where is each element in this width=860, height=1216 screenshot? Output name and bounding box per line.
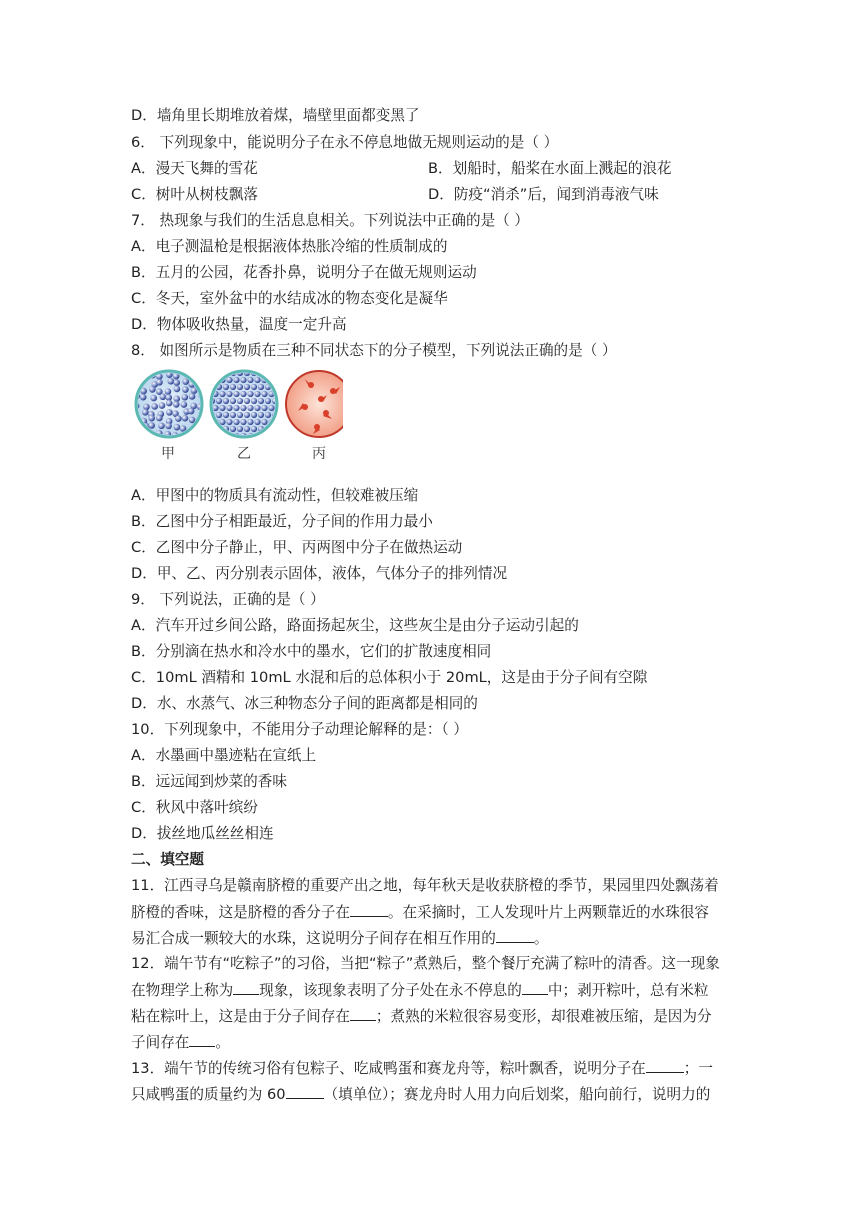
molecule-ball — [223, 412, 229, 418]
molecule-ball — [265, 370, 271, 376]
molecule-ball — [244, 398, 250, 404]
molecule-ball — [226, 405, 232, 411]
molecule-ball — [135, 432, 142, 439]
q12-text: 。 — [215, 1034, 230, 1051]
label-yi: 乙 — [237, 446, 251, 462]
molecule-ball — [148, 415, 155, 422]
q12-line-3 — [131, 1006, 712, 1027]
molecule-ball — [226, 419, 232, 425]
molecule-ball — [160, 393, 167, 400]
molecule-ball — [258, 384, 264, 390]
q8-option-b: B．乙图中分子相距最近，分子间的作用力最小 — [131, 513, 433, 530]
q11-text: 。在采摘时，工人发现叶片上两颗靠近的水珠很容 — [387, 904, 709, 921]
molecule-ball — [233, 405, 239, 411]
q12-text: 在物理学上称为 — [131, 982, 234, 999]
q13-blank-1[interactable] — [646, 1058, 684, 1073]
molecule-ball — [233, 419, 239, 425]
q12-line-4 — [131, 1032, 230, 1053]
q13-text: ；一 — [683, 1060, 713, 1077]
molecule-ball — [261, 405, 267, 411]
molecule-ball — [156, 379, 163, 386]
molecule-ball — [190, 371, 197, 378]
molecule-ball — [190, 433, 197, 439]
molecule-ball — [272, 370, 278, 376]
molecule-ball — [251, 384, 257, 390]
molecule-ball — [173, 401, 180, 408]
molecule-ball — [216, 370, 222, 376]
q8-option-d: D．甲、乙、丙分别表示固体，液体，气体分子的排列情况 — [131, 565, 508, 582]
q9-stem: 9． 下列说法，正确的是（ ） — [131, 591, 325, 608]
molecule-ball — [134, 379, 141, 386]
q12-blank-4[interactable] — [189, 1032, 215, 1047]
molecule-ball — [158, 423, 165, 430]
molecule-ball — [233, 377, 239, 383]
molecule-ball — [219, 391, 225, 397]
q7-option-a: A．电子测温枪是根据液体热胀冷缩的性质制成的 — [131, 238, 448, 255]
molecule-model-svg — [133, 369, 343, 439]
molecule-ball — [275, 433, 281, 439]
molecule-ball — [197, 378, 204, 385]
molecule-ball — [140, 394, 147, 401]
molecule-ball — [240, 391, 246, 397]
molecule-ball — [230, 384, 236, 390]
molecule-ball — [175, 415, 182, 422]
molecule-ball — [244, 426, 250, 432]
q10-option-c: C．秋风中落叶缤纷 — [131, 799, 258, 816]
molecule-ball — [272, 426, 278, 432]
q11-blank-1[interactable] — [350, 902, 388, 917]
q9-option-a: A．汽车开过乡间公路，路面扬起灰尘，这些灰尘是由分子运动引起的 — [131, 617, 579, 634]
q8-option-c: C．乙图中分子静止，甲、丙两图中分子在做热运动 — [131, 539, 463, 556]
molecule-ball — [142, 409, 149, 416]
molecule-ball — [237, 398, 243, 404]
molecule-ball — [149, 386, 156, 393]
molecule-ball — [265, 398, 271, 404]
molecule-ball — [198, 370, 205, 377]
gas-model-circle — [286, 371, 343, 437]
molecule-ball — [182, 386, 189, 393]
q11-line-2 — [131, 902, 709, 923]
molecule-ball — [261, 419, 267, 425]
q6-stem: 6． 下列现象中，能说明分子在永不停息地做无规则运动的是（ ） — [131, 134, 559, 151]
q10-option-b: B．远远闻到炒菜的香味 — [131, 773, 287, 790]
molecule-ball — [251, 412, 257, 418]
molecule-ball — [182, 415, 189, 422]
molecule-ball — [233, 391, 239, 397]
molecule-ball — [237, 426, 243, 432]
q11-text: 。 — [533, 930, 549, 947]
molecule-ball — [174, 386, 181, 393]
molecule-ball — [197, 426, 204, 433]
q6-option-a: A．漫天飞舞的雪花 — [131, 160, 258, 177]
molecule-ball — [258, 412, 264, 418]
molecule-ball — [156, 415, 163, 422]
molecule-ball — [173, 379, 180, 386]
q8-stem: 8． 如图所示是物质在三种不同状态下的分子模型，下列说法正确的是（ ） — [131, 342, 617, 359]
q9-option-c: C．10mL 酒精和 10mL 水混和后的总体积小于 20mL，这是由于分子间有空隙 — [131, 669, 648, 686]
molecule-ball — [151, 403, 158, 410]
molecule-ball — [182, 394, 189, 401]
molecule-ball — [140, 371, 147, 378]
molecule-ball — [230, 398, 236, 404]
q9-option-d: D．水、水蒸气、冰三种物态分子间的距离都是相同的 — [131, 695, 478, 712]
molecule-ball — [230, 412, 236, 418]
molecule-ball — [219, 433, 225, 439]
molecule-ball — [237, 384, 243, 390]
molecule-ball — [240, 405, 246, 411]
molecule-ball — [247, 419, 253, 425]
molecule-ball — [247, 377, 253, 383]
molecule-ball — [247, 391, 253, 397]
molecule-ball — [166, 409, 173, 416]
molecule-ball — [261, 391, 267, 397]
q8-option-a: A．甲图中的物质具有流动性，但较难被压缩 — [131, 487, 419, 504]
molecule-ball — [251, 426, 257, 432]
molecule-ball — [159, 402, 166, 409]
molecule-ball — [133, 423, 139, 430]
q7-option-d: D．物体吸收热量，温度一定升高 — [131, 316, 347, 333]
molecule-ball — [223, 384, 229, 390]
molecule-ball — [254, 405, 260, 411]
molecule-ball — [209, 370, 215, 376]
liquid-model-circle — [133, 370, 205, 439]
molecule-ball — [216, 412, 222, 418]
q12-blank-1[interactable] — [233, 980, 259, 995]
molecule-ball — [254, 391, 260, 397]
q13-text: 只咸鸭蛋的质量约为 60 — [131, 1086, 286, 1103]
molecule-ball — [168, 378, 175, 385]
q12-line-1: 12．端午节有“吃粽子”的习俗，当把“粽子”煮熟后，整个餐厅充满了粽叶的清香。这一现象 — [131, 955, 720, 972]
molecule-ball — [212, 433, 218, 439]
molecule-ball — [254, 377, 260, 383]
section-heading-fill-in: 二、填空题 — [131, 851, 204, 868]
q10-stem: 10．下列现象中，不能用分子动理论解释的是：（ ） — [131, 721, 468, 738]
molecule-ball — [230, 426, 236, 432]
molecule-ball — [226, 391, 232, 397]
q13-text: （填单位）；赛龙舟时人用力向后划桨，船向前行，说明力的 — [323, 1086, 711, 1103]
molecule-ball — [165, 423, 172, 430]
q13-text: 13．端午节的传统习俗有包粽子、吃咸鸭蛋和赛龙舟等，粽叶飘香，说明分子在 — [131, 1060, 646, 1077]
q6-option-b: B．划船时，船桨在水面上溅起的浪花 — [428, 160, 672, 177]
molecule-ball — [148, 422, 155, 429]
molecule-ball — [134, 372, 141, 379]
q12-text: 子间存在 — [131, 1034, 190, 1051]
molecule-ball — [275, 419, 281, 425]
q10-option-a: A．水墨画中墨迹粘在宣纸上 — [131, 747, 317, 764]
q7-stem: 7． 热现象与我们的生活息息相关。下列说法中正确的是（ ） — [131, 212, 530, 229]
molecule-ball — [188, 408, 195, 415]
molecule-ball — [261, 433, 267, 439]
molecule-ball — [141, 431, 148, 438]
q9-option-b: B．分别滴在热水和冷水中的墨水，它们的扩散速度相同 — [131, 643, 492, 660]
molecule-ball — [216, 398, 222, 404]
molecule-ball — [251, 398, 257, 404]
molecule-ball — [240, 377, 246, 383]
q7-option-c: C．冬天，室外盆中的水结成冰的物态变化是凝华 — [131, 290, 448, 307]
molecule-ball — [166, 400, 173, 407]
molecule-ball — [181, 401, 188, 408]
solid-model-circle — [209, 370, 282, 439]
q12-text: 现象，该现象表明了分子处在永不停息的 — [259, 982, 522, 999]
q6-option-c: C．树叶从树枝飘落 — [131, 186, 258, 203]
q11-text: 脐橙的香味，这是脐橙的香分子在 — [131, 904, 350, 921]
molecule-ball — [223, 398, 229, 404]
q12-text: 中；剥开粽叶，总有米粒 — [547, 982, 709, 999]
q7-option-b: B．五月的公园，花香扑鼻，说明分子在做无规则运动 — [131, 264, 477, 281]
molecule-ball — [150, 395, 157, 402]
molecule-ball — [244, 412, 250, 418]
molecule-ball — [265, 412, 271, 418]
molecule-ball — [240, 419, 246, 425]
q6-option-d: D．防疫“消杀”后，闻到消毒液气味 — [428, 186, 659, 203]
q5-option-d: D．墙角里长期堆放着煤，墙壁里面都变黑了 — [131, 107, 420, 124]
q10-option-d: D．拔丝地瓜丝丝相连 — [131, 825, 274, 842]
molecule-model-figure — [133, 369, 343, 464]
molecule-ball — [165, 388, 172, 395]
q13-line-2 — [131, 1084, 710, 1105]
q12-line-2 — [131, 980, 708, 1001]
q12-blank-2[interactable] — [522, 980, 548, 995]
molecule-ball — [165, 394, 172, 401]
q11-text: 易汇合成一颗较大的水珠，这说明分子间存在相互作用的 — [131, 930, 496, 947]
molecule-ball — [237, 412, 243, 418]
molecule-ball — [209, 426, 215, 432]
q13-blank-2[interactable] — [286, 1084, 324, 1099]
label-bing: 丙 — [312, 446, 326, 462]
molecule-ball — [254, 419, 260, 425]
label-jia: 甲 — [161, 446, 175, 462]
q11-line-1: 11．江西寻乌是赣南脐橙的重要产出之地，每年秋天是收获脐橙的季节，果园里四处飘荡着 — [131, 877, 719, 894]
molecule-ball — [198, 431, 205, 438]
q11-blank-2[interactable] — [496, 928, 534, 943]
q11-line-3 — [131, 928, 548, 949]
q13-line-1 — [131, 1058, 713, 1079]
molecule-ball — [247, 405, 253, 411]
molecule-ball — [268, 433, 274, 439]
molecule-ball — [219, 405, 225, 411]
molecule-ball — [244, 384, 250, 390]
molecule-ball — [189, 393, 196, 400]
q12-blank-3[interactable] — [350, 1006, 376, 1021]
q12-text: ；煮熟的米粒很容易变形，却很难被压缩，是因为分 — [375, 1008, 712, 1025]
q12-text: 粘在粽叶上，这是由于分子间存在 — [131, 1008, 350, 1025]
molecule-ball — [174, 424, 181, 431]
molecule-ball — [258, 398, 264, 404]
molecule-ball — [268, 405, 274, 411]
molecule-ball — [275, 377, 281, 383]
